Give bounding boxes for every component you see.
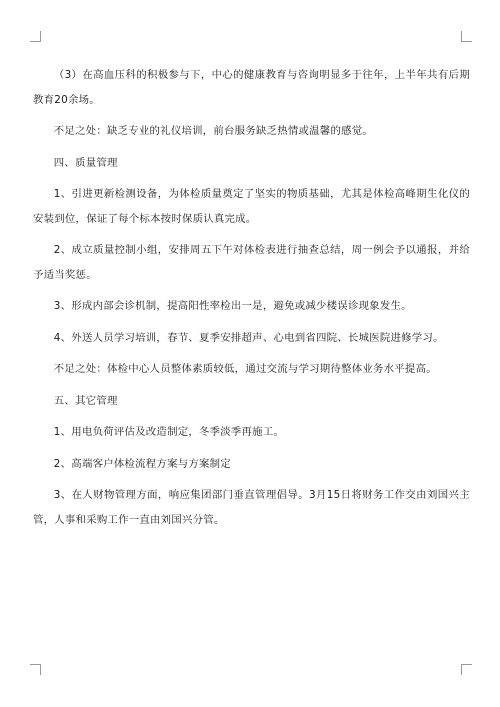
paragraph-shortcoming-service: 不足之处：缺乏专业的礼仪培训，前台服务缺乏热情或温馨的感觉。 (53, 125, 374, 137)
section-heading-quality: 四、质量管理 (53, 156, 118, 169)
paragraph-quality-item-3: 3、形成内部会诊机制，提高阳性率检出一是，避免或减少楼误诊现象发生。 (53, 300, 412, 312)
paragraph-shortcoming-staff: 不足之处：体检中心人员整体素质较低，通过交流与学习期待整体业务水平提高。 (53, 363, 437, 375)
crop-mark-bottom-left (30, 664, 41, 675)
paragraph-other-item-2: 2、高端客户体检流程方案与方案制定 (53, 457, 231, 470)
paragraph-quality-item-1: 1、引进更新检测设备，为体检质量奠定了坚实的物质基础，尤其是体检高峰期生化仪的安装到位，保证了每个标本按时保质认真完成。 (33, 188, 470, 225)
paragraph-quality-item-2: 2、成立质量控制小组，安排周五下午对体检表进行抽查总结，周一例会予以通报，并给予适当奖惩。 (33, 244, 470, 281)
crop-mark-bottom-right (461, 664, 472, 675)
paragraph-quality-item-4: 4、外送人员学习培训，春节、夏季安排超声、心电到省四院、长城医院进修学习。 (53, 331, 444, 344)
document-body (33, 63, 470, 532)
paragraph-other-item-3: 3、在人财物管理方面，响应集团部门垂直管理倡导。3月15日将财务工作交由刘国兴主管，人事和采购工作一直由刘国兴分管。 (33, 489, 470, 526)
paragraph-health-education: （3）在高血压科的积极参与下，中心的健康教育与咨询明显多于往年，上半年共有后期教育20余场。 (33, 69, 470, 106)
paragraph-other-item-1: 1、用电负荷评估及改造制定，冬季淡季再施工。 (53, 426, 285, 438)
crop-mark-top-right (461, 31, 472, 42)
section-heading-other: 五、其它管理 (53, 394, 118, 407)
crop-mark-top-left (30, 31, 41, 42)
